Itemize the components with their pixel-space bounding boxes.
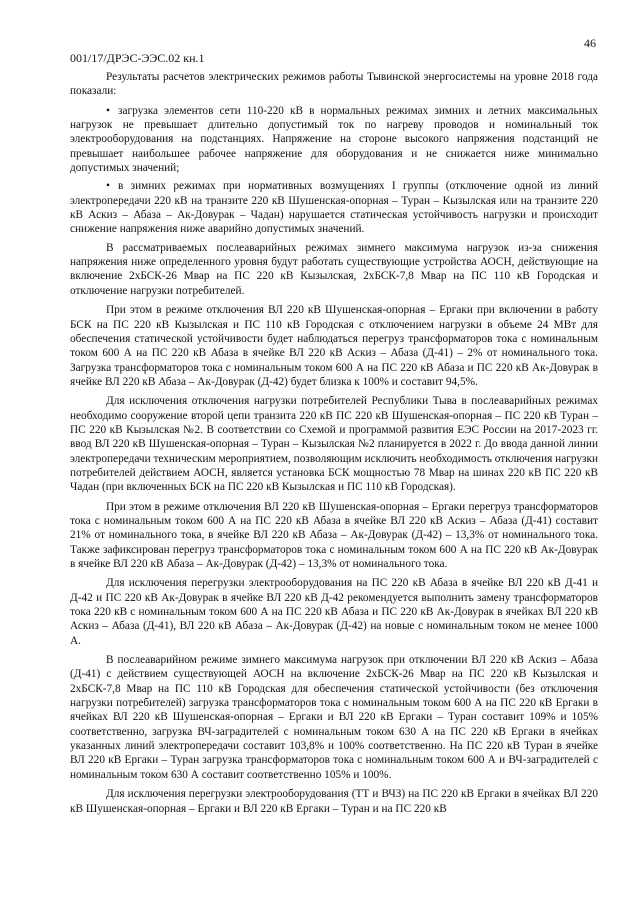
bullet-icon: • (106, 180, 110, 193)
list-item (70, 179, 598, 236)
page-number: 46 (584, 36, 596, 50)
bullet-icon: • (106, 104, 110, 117)
list-item-text: в зимних режимах при нормативных возмущениях I группы (отключение одной из линий электропередачи 220 кВ на транзите 220 кВ Шушенская-опорная – Туран – Кызылская или на транзите 220 кВ Аскиз – Абаза – Ак-Довурак – Чадан) нарушается статическая устойчивость нагрузки и происходит снижение напряжения ниже аварийно допустимых значений. (70, 180, 598, 236)
document-body (70, 70, 598, 821)
list-item-text: загрузка элементов сети 110-220 кВ в нормальных режимах зимних и летних максимальных нагрузок не превышает длительно допустимый ток по нагреву проводов и номинальный ток электрооборудования на подстанциях. Напряжение на стороне высокого напряжения подстанций не превышает наибольшее рабочее напряжение для оборудования и не снижается ниже минимально допустимых значений; (70, 104, 598, 175)
list-item (70, 104, 598, 176)
body-paragraph: Для исключения перегрузки электрооборудования (ТТ и ВЧЗ) на ПС 220 кВ Ергаки в ячейках ВЛ 220 кВ Шушенская-опорная – Ергаки и ВЛ 220 кВ Ергаки – Туран и на ПС 220 кВ (70, 788, 598, 815)
body-paragraph: Для исключения отключения нагрузки потребителей Республики Тыва в послеаварийных режимах необходимо сооружение второй цепи транзита 220 кВ ПС 220 кВ Шушенская-опорная – ПС 220 кВ Туран – ПС 220 кВ Кызылская №2. В соответствии со Схемой и программой развития ЕЭС России на 2017-2023 гг. ввод ВЛ 220 кВ Шушенская-опорная – Туран – Кызылская №2 планируется в 2022 г. До ввода данной линии электропередачи техническим мероприятием, позволяющим исключить необходимость отключения нагрузки потребителей действием АОСН, является установка БСК мощностью 78 Мвар на шинах 220 кВ ПС 220 кВ Чадан (при включенных БСК на ПС 220 кВ Кызылская и ПС 110 кВ Городская). (70, 395, 598, 494)
body-paragraph: В послеаварийном режиме зимнего максимума нагрузок при отключении ВЛ 220 кВ Аскиз – Абаза (Д-41) с действием существующей АОСН на включение 2хБСК-26 Мвар на ПС 220 кВ Кызылская и 2хБСК-7,8 Мвар на ПС 110 кВ Городская для обеспечения статической устойчивости (без отключения нагрузки потребителей) загрузка трансформаторов тока с номинальным током 600 А на ПС 220 кВ Ергаки в ячейках ВЛ 220 кВ Шушенская-опорная – Ергаки и ВЛ 220 кВ Ергаки – Туран составит 109% и 105% соответственно, загрузка ВЧ-заградителей с номинальным током 630 А на ПС 220 кВ Ергаки в ячейках указанных линий электропередачи составит 103,8% и 100% соответственно. На ПС 220 кВ Туран в ячейке ВЛ 220 кВ Ергаки – Туран загрузка трансформаторов тока с номинальным током 600 А и ВЧ-заградителей с номинальным током 630 А составит соответственно 105% и 100%. (70, 654, 598, 781)
document-code: 001/17/ДРЭС-ЭЭС.02 кн.1 (70, 51, 205, 65)
body-paragraph: Для исключения перегрузки электрооборудования на ПС 220 кВ Абаза в ячейке ВЛ 220 кВ Д-41 и Д-42 и ПС 220 кВ Ак-Довурак в ячейке ВЛ 220 кВ Д-42 рекомендуется выполнить замену трансформаторов тока 220 кВ с номинальным током 600 А на ПС 220 кВ Абаза и ПС 220 кВ Ак-Довурак в ячейках ВЛ 220 кВ Аскиз – Абаза (Д-41), ВЛ 220 кВ Абаза – Ак-Довурак (Д-42) на новые с номинальным током не менее 1000 А. (70, 577, 598, 647)
results-list (70, 104, 598, 237)
body-paragraph: При этом в режиме отключения ВЛ 220 кВ Шушенская-опорная – Ергаки перегруз трансформаторов тока с номинальным током 600 А на ПС 220 кВ Абаза в ячейке ВЛ 220 кВ Аскиз – Абаза (Д-41) составит 21% от номинального тока, в ячейке ВЛ 220 кВ Абаза – Ак-Довурак (Д-42) – 13,3% от номинального тока. Также зафиксирован перегруз трансформаторов тока с номинальным током 600 А на ПС 220 кВ Ак-Довурак в ячейке ВЛ 220 кВ Абаза – Ак-Довурак (Д-42) – 13,3% от номинального тока. (70, 500, 598, 570)
body-paragraph: В рассматриваемых послеаварийных режимах зимнего максимума нагрузок из-за снижения напряжения ниже определенного уровня будут работать существующие устройства АОСН, действующие на включение 2хБСК-26 Мвар на ПС 220 кВ Кызылская, 2хБСК-7,8 Мвар на ПС 110 кВ Городская и отключение нагрузки потребителей. (70, 241, 598, 297)
intro-paragraph: Результаты расчетов электрических режимов работы Тывинской энергосистемы на уровне 2018 года показали: (70, 71, 598, 98)
body-paragraph: При этом в режиме отключения ВЛ 220 кВ Шушенская-опорная – Ергаки при включении в работу БСК на ПС 220 кВ Кызылская и ПС 110 кВ Городская с отключением нагрузки в объеме 24 МВт для обеспечения статической устойчивости будет наблюдаться перегруз трансформаторов тока с номинальным током 600 А на ПС 220 кВ Абаза в ячейке ВЛ 220 кВ Аскиз – Абаза (Д-41) – 2% от номинального тока. Загрузка трансформаторов тока с номинальным током 600 А на ПС 220 кВ Абаза и ПС 220 кВ Ак-Довурак в ячейке ВЛ 220 кВ Абаза – Ак-Довурак (Д-42) будет близка к 100% и составит 94,5%. (70, 304, 598, 388)
